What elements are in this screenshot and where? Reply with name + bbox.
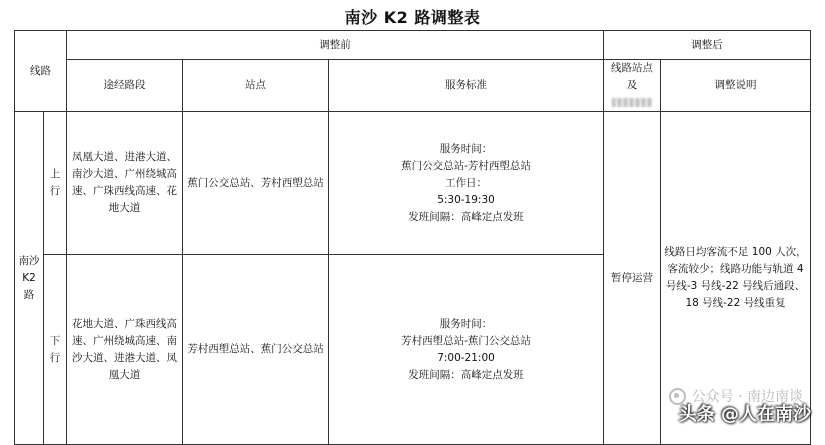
col-header-status — [604, 60, 661, 112]
col-header-status-label: 线路站点及 — [611, 62, 654, 91]
up-stops: 蕉门公交总站、芳村西塱总站 — [183, 112, 329, 255]
up-service — [329, 112, 604, 255]
up-service-line: 发班间隔：高峰定点发班 — [408, 210, 524, 223]
adjustment-table — [14, 30, 811, 445]
header-after: 调整后 — [604, 31, 811, 60]
route-name: 南沙K2 路 — [15, 112, 44, 445]
col-header-notes: 调整说明 — [661, 60, 811, 112]
note-cell: 线路日均客流不足 100 人次，客流较少；线路功能与轨道 4 号线-3 号线-22 号线后通段、18 号线-22 号线重复 — [661, 112, 811, 445]
watermark-bottom-text: 头条 @人在南沙 — [678, 404, 811, 425]
header-route: 线路 — [15, 31, 67, 112]
down-service — [329, 255, 604, 445]
page-title: 南沙 K2 路调整表 — [344, 8, 481, 27]
col-header-stops: 站点 — [183, 60, 329, 112]
watermark-top-text: 公众号 · 南边南谈 — [691, 389, 803, 405]
down-service-line: 7:00-21:00 — [437, 351, 495, 364]
down-service-line: 芳村西塱总站-蕉门公交总站 — [401, 334, 531, 347]
blurred-text — [612, 98, 652, 107]
header-before: 调整前 — [67, 31, 604, 60]
down-roads: 花地大道、广珠西线高速、广州绕城高速、南沙大道、进港大道、凤凰大道 — [67, 255, 183, 445]
col-header-service: 服务标准 — [329, 60, 604, 112]
down-service-line: 服务时间： — [439, 317, 493, 330]
up-service-line: 服务时间： — [439, 142, 493, 155]
direction-down: 下行 — [44, 255, 67, 445]
status-cell: 暂停运营 — [604, 112, 661, 445]
up-service-line: 蕉门公交总站-芳村西塱总站 — [401, 159, 531, 172]
up-roads: 凤凰大道、进港大道、南沙大道、广州绕城高速、广珠西线高速、花地大道 — [67, 112, 183, 255]
down-stops: 芳村西塱总站、蕉门公交总站 — [183, 255, 329, 445]
down-service-line: 发班间隔：高峰定点发班 — [408, 368, 524, 381]
direction-up: 上行 — [44, 112, 67, 255]
up-service-line: 5:30-19:30 — [437, 193, 495, 206]
col-header-roads: 途经路段 — [67, 60, 183, 112]
up-service-line: 工作日： — [445, 176, 488, 189]
